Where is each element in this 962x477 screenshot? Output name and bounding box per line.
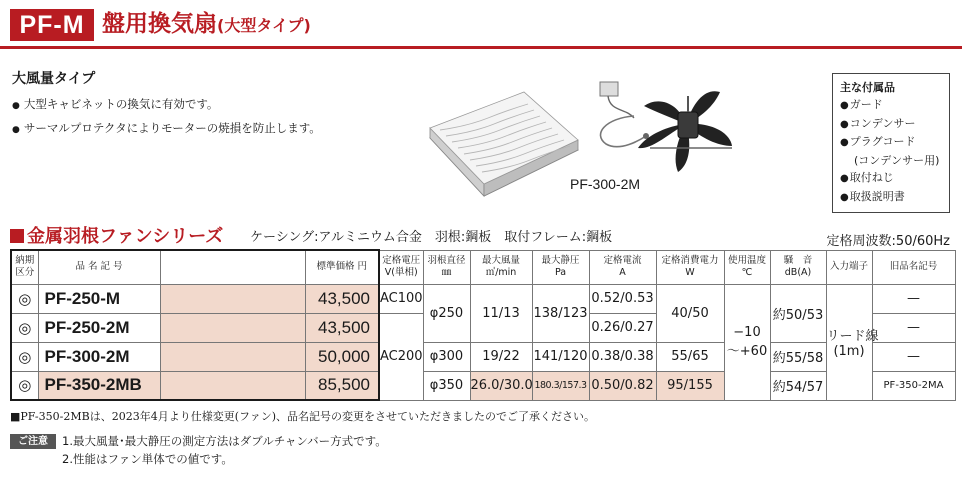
voltage: AC200	[379, 313, 423, 400]
spec-table	[10, 249, 956, 401]
airflow: 26.0/30.0	[470, 371, 532, 400]
th-noise: 騒 音 dB(A)	[770, 250, 826, 284]
price: 50,000	[305, 342, 379, 371]
intro-bullet: ● 大型キャビネットの換気に有効です。	[12, 93, 321, 117]
header-rule	[0, 46, 962, 49]
old-model: —	[872, 313, 955, 342]
caution-tag: ご注意	[10, 434, 56, 449]
intro-title: 大風量タイプ	[12, 71, 96, 87]
delivery-mark: ◎	[11, 371, 38, 400]
blade-diameter: φ250	[423, 284, 470, 342]
current: 0.38/0.38	[589, 342, 656, 371]
caution-notes	[62, 432, 387, 468]
old-model: —	[872, 284, 955, 313]
accessories-list	[840, 96, 949, 206]
title-main: 盤用換気扇	[102, 11, 217, 37]
th-pressure: 最大静圧 Pa	[532, 250, 589, 284]
spec-table-wrap	[10, 249, 954, 401]
pressure: 141/120	[532, 342, 589, 371]
th-old-model: 旧品名記号	[872, 250, 955, 284]
current: 0.26/0.27	[589, 313, 656, 342]
intro-bullet: ● サーマルプロテクタによりモーターの焼損を防止します。	[12, 117, 321, 141]
noise: 約50/53	[770, 284, 826, 342]
blank-cell	[160, 342, 305, 371]
caution-line: 2.性能はファン単体での値です。	[62, 452, 233, 466]
pressure: 180.3/157.3	[532, 371, 589, 400]
model-code: PF-250-M	[38, 284, 160, 313]
accessory-item: ●取扱説明書	[840, 189, 905, 203]
blank-cell	[160, 371, 305, 400]
square-icon	[10, 229, 24, 243]
accessories-title: 主な付属品	[840, 81, 895, 94]
guard-panel-image	[428, 98, 580, 198]
power: 55/65	[656, 342, 724, 371]
model-code: PF-300-2M	[38, 342, 160, 371]
power: 95/155	[656, 371, 724, 400]
accessory-item: ●プラグコード	[840, 135, 916, 148]
table-header-row	[11, 250, 955, 284]
accessory-item: ●取付ねじ	[840, 171, 894, 184]
blade-diameter: φ300	[423, 342, 470, 371]
th-current: 定格電流 A	[589, 250, 656, 284]
series-spec: ケーシング:アルミニウム合金 羽根:鋼板 取付フレーム:鋼板	[250, 230, 613, 245]
rated-frequency: 定格周波数:50/60Hz	[826, 234, 950, 249]
model-code: PF-250-2M	[38, 313, 160, 342]
price: 43,500	[305, 313, 379, 342]
th-airflow: 最大風量 ㎥/min	[470, 250, 532, 284]
th-delivery: 納期 区分	[11, 250, 38, 284]
input-terminal: リード線 (1m)	[826, 284, 872, 400]
caution-line: 1.最大風量･最大静圧の測定方法はダブルチャンバー方式です。	[62, 434, 387, 448]
title-sub: (大型タイプ)	[217, 16, 311, 35]
accessory-item-note: (コンデンサー用)	[854, 153, 940, 167]
table-row	[11, 284, 955, 313]
pressure: 138/123	[532, 284, 589, 342]
table-row	[11, 371, 955, 400]
change-note: ■PF-350-2MBは、2023年4月より仕様変更(ファン)、品名記号の変更をさせていただきましたのでご了承ください。	[10, 410, 596, 423]
series-heading	[10, 222, 223, 248]
th-model: 品 名 記 号	[38, 250, 160, 284]
table-row	[11, 342, 955, 371]
current: 0.50/0.82	[589, 371, 656, 400]
blade-diameter: φ350	[423, 371, 470, 400]
fan-image	[586, 78, 742, 176]
accessory-item: ●ガード	[840, 98, 883, 111]
th-temp: 使用温度 ℃	[724, 250, 770, 284]
delivery-mark: ◎	[11, 313, 38, 342]
accessories-box	[832, 73, 950, 213]
model-code: PF-350-2MB	[38, 371, 160, 400]
airflow: 19/22	[470, 342, 532, 371]
th-terminal: 入力端子	[826, 250, 872, 284]
th-blank	[160, 250, 305, 284]
blank-cell	[160, 284, 305, 313]
series-title: 金属羽根ファンシリーズ	[10, 226, 223, 247]
figure-caption: PF-300-2M	[570, 176, 641, 192]
blank-cell	[160, 313, 305, 342]
current: 0.52/0.53	[589, 284, 656, 313]
old-model: —	[872, 342, 955, 371]
th-power: 定格消費電力 W	[656, 250, 724, 284]
temp-range: −10 ～+60	[724, 284, 770, 400]
accessory-item: ●コンデンサー	[840, 116, 916, 130]
airflow: 11/13	[470, 284, 532, 342]
noise: 約55/58	[770, 342, 826, 371]
old-model: PF-350-2MA	[872, 371, 955, 400]
series-badge: PF-M	[10, 9, 94, 41]
page-header	[0, 0, 962, 52]
page-title	[102, 8, 311, 42]
price: 85,500	[305, 371, 379, 400]
intro-list	[12, 93, 321, 141]
price: 43,500	[305, 284, 379, 313]
delivery-mark: ◎	[11, 342, 38, 371]
delivery-mark: ◎	[11, 284, 38, 313]
noise: 約54/57	[770, 371, 826, 400]
th-blade: 羽根直径 ㎜	[423, 250, 470, 284]
voltage: AC100	[379, 284, 423, 313]
th-voltage: 定格電圧 V(単相)	[379, 250, 423, 284]
power: 40/50	[656, 284, 724, 342]
th-price: 標準価格 円	[305, 250, 379, 284]
